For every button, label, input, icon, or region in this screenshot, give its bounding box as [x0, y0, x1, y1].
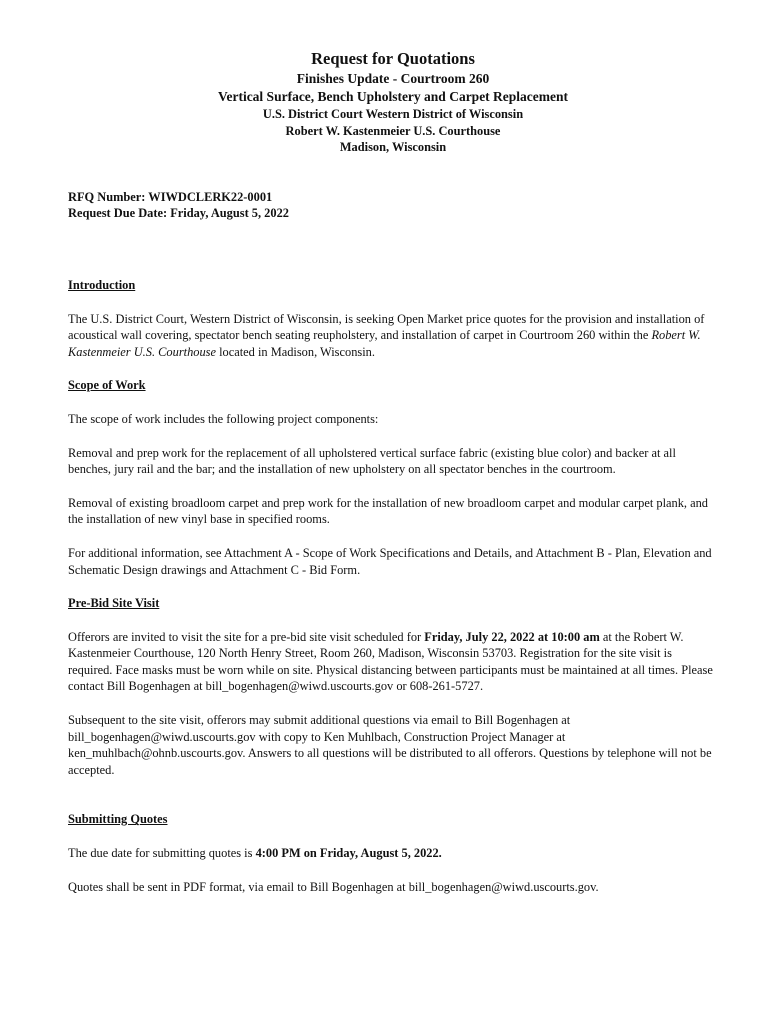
rfq-number: RFQ Number: WIWDCLERK22-0001	[68, 189, 273, 204]
document-title: Request for Quotations	[311, 49, 475, 68]
location: Madison, Wisconsin	[339, 140, 447, 155]
site-visit-heading: Pre-Bid Site Visit	[68, 596, 160, 611]
site-visit-text-after: at the Robert W. Kastenmeier Courthouse, 120 North Henry Street, Room 260, Madison, Wisconsin 53703. Registration for the site visit is required. Face masks must be worn while on site. Physical distancing between participants must be maintained at all times. Please contact Bill Bogenhagen at bill_bogenhagen@wiwd.uscourts.gov or 608-261-5727.	[68, 629, 713, 694]
court-name: U.S. District Court Western District of Wisconsin	[262, 107, 524, 121]
scope-paragraph-2: Removal and prep work for the replacement of all upholstered vertical surface fabric (existing blue color) and backer at all benches, jury rail and the bar; and the installation of new upholstery on all spectator benches in the courtroom.	[68, 445, 676, 477]
intro-text-italic: Robert W. Kastenmeier U.S. Courthouse	[68, 328, 701, 359]
submitting-text-before: The due date for submitting quotes is	[68, 846, 256, 861]
submitting-due-time: 4:00 PM on Friday, August 5, 2022.	[255, 846, 442, 861]
scope-heading: Scope of Work	[68, 378, 146, 393]
submitting-paragraph-1	[68, 845, 718, 862]
rfq-meta	[68, 189, 718, 222]
site-visit-paragraph-2: Subsequent to the site visit, offerors may submit additional questions via email to Bill Bogenhagen at bill_bogenhagen@wiwd.uscourts.gov with copy to Ken Muhlbach, Construction Project Manager at ken_muhlbach@ohnb.uscourts.gov. Answers to all questions will be distributed to all offerors. Questions by telephone will not be accepted.	[68, 713, 712, 777]
submitting-paragraph-2: Quotes shall be sent in PDF format, via email to Bill Bogenhagen at bill_bogenhagen@wiwd.uscourts.gov.	[68, 879, 599, 894]
intro-text-after: located in Madison, Wisconsin.	[216, 344, 375, 359]
submitting-heading: Submitting Quotes	[68, 812, 168, 827]
site-visit-text-before: Offerors are invited to visit the site for a pre-bid site visit scheduled for	[68, 629, 425, 644]
introduction-heading: Introduction	[68, 277, 136, 292]
intro-text-before: The U.S. District Court, Western District of Wisconsin, is seeking Open Market price quotes for the provision and installation of acoustical wall covering, spectator bench seating reupholstery, and installation of carpet in Courtroom 260 within the	[68, 311, 705, 343]
introduction-paragraph	[68, 311, 718, 361]
scope-paragraph-4: For additional information, see Attachment A - Scope of Work Specifications and Details, and Attachment B - Plan, Elevation and Schematic Design drawings and Attachment C - Bid Form.	[68, 545, 712, 577]
scope-paragraph-3: Removal of existing broadloom carpet and prep work for the installation of new broadloom carpet and modular carpet plank, and the installation of new vinyl base in specified rooms.	[68, 495, 708, 527]
scope-paragraph-1: The scope of work includes the following project components:	[68, 411, 379, 426]
site-visit-paragraph-1	[68, 629, 718, 695]
project-description: Vertical Surface, Bench Upholstery and Carpet Replacement	[217, 89, 569, 104]
document-page	[68, 44, 718, 895]
document-header	[68, 48, 718, 156]
request-due-date: Request Due Date: Friday, August 5, 2022	[68, 206, 289, 221]
project-name: Finishes Update - Courtroom 260	[296, 71, 490, 86]
site-visit-date: Friday, July 22, 2022 at 10:00 am	[424, 629, 600, 644]
courthouse-name: Robert W. Kastenmeier U.S. Courthouse	[285, 123, 501, 138]
